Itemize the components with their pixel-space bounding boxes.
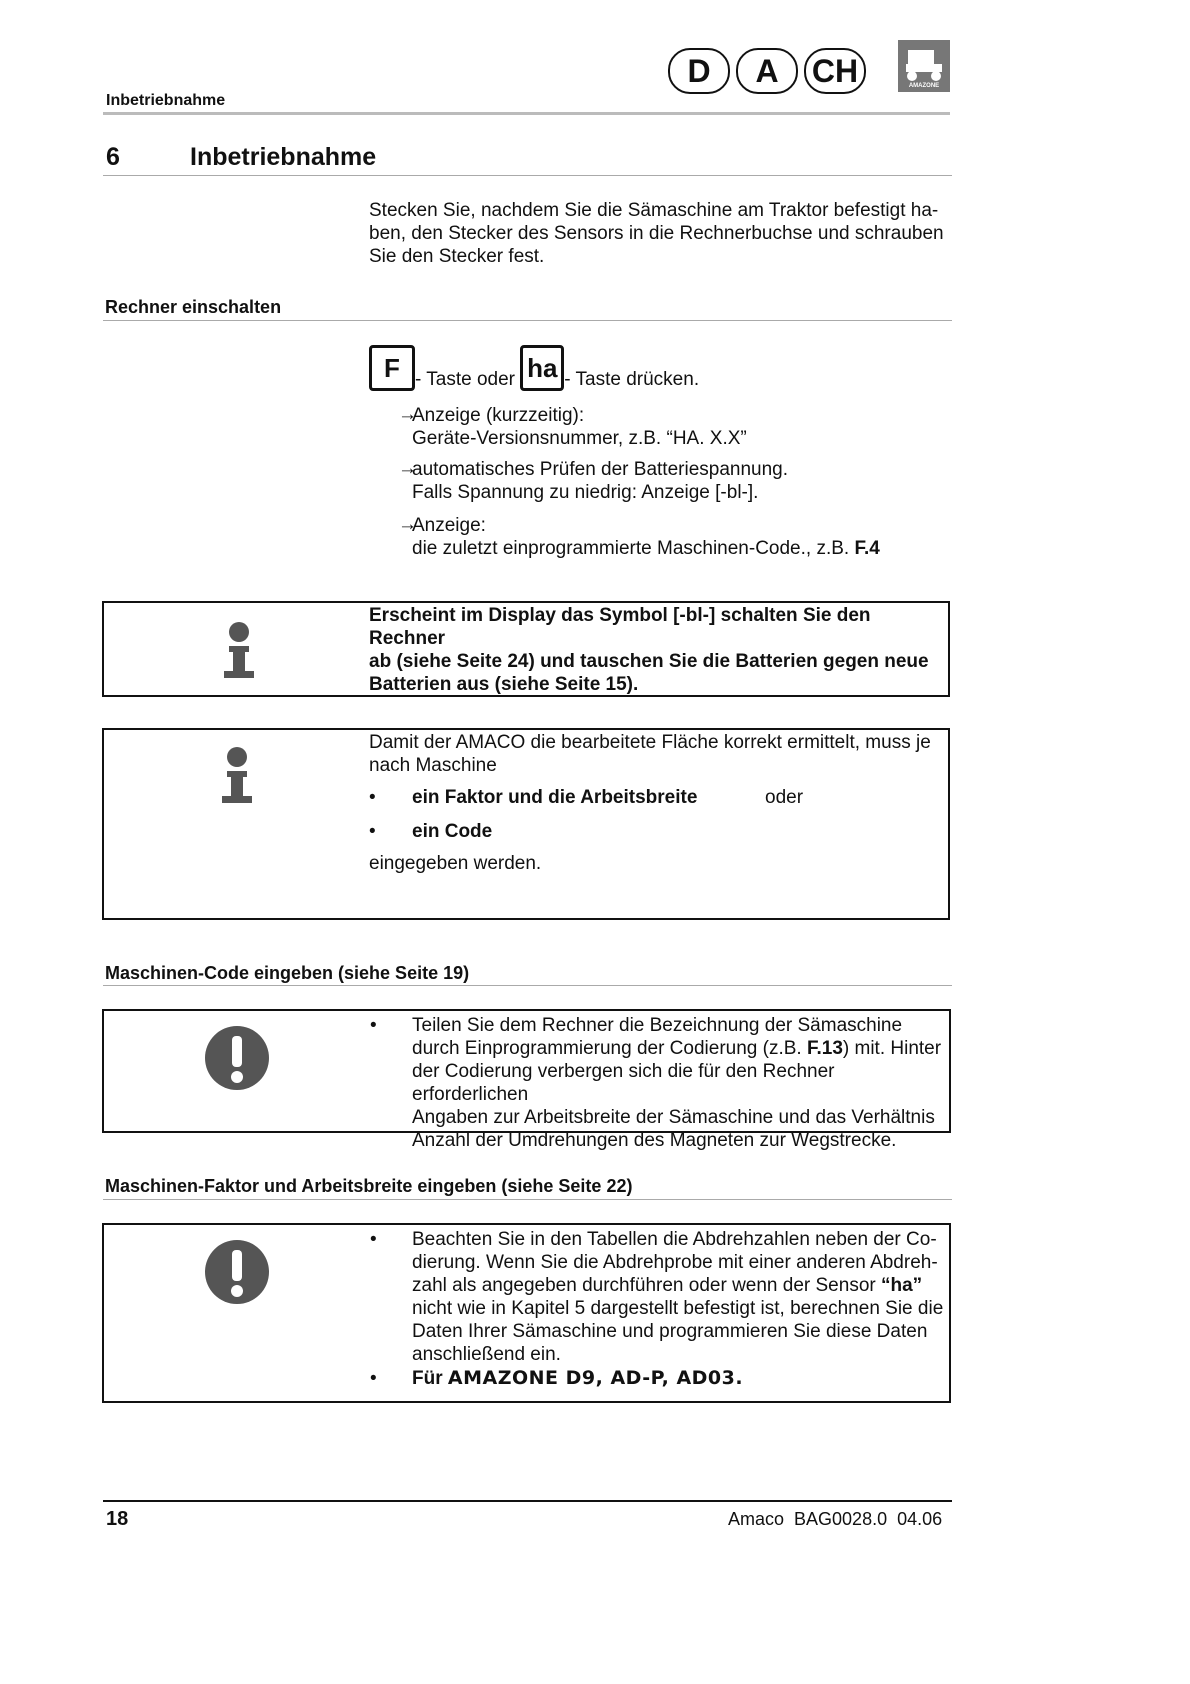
faktor-line: dierung. Wenn Sie die Abdrehprobe mit einer anderen Abdreh-: [412, 1252, 938, 1273]
intro-line: Sie den Stecker fest.: [369, 246, 545, 267]
exclamation-icon: [204, 1239, 270, 1305]
step-line: Geräte-Versionsnummer, z.B. “HA. X.X”: [412, 428, 747, 449]
chapter-title: Inbetriebnahme: [190, 143, 377, 171]
logo-text: AMAZONE: [908, 83, 940, 89]
rechner-heading: Rechner einschalten: [105, 297, 282, 317]
code-heading: Maschinen-Code eingeben (siehe Seite 19): [105, 963, 470, 983]
faktor-text: [412, 1228, 948, 1366]
step-line: Anzeige (kurzzeitig):: [412, 405, 585, 426]
chapter-rule: [103, 175, 952, 176]
intro-line: ben, den Stecker des Sensors in die Rechnerbuchse und schrauben: [369, 223, 944, 244]
info-line: ab (siehe Seite 24) und tauschen Sie die Batterien gegen neue: [369, 651, 929, 672]
arrow-icon: →: [398, 458, 417, 479]
code-line: durch Einprogrammierung der Codierung (z.B.: [412, 1038, 807, 1059]
rechner-rule: [103, 320, 952, 321]
code-line: ) mit. Hinter: [842, 1038, 942, 1059]
faktor-line: nicht wie in Kapitel 5 dargestellt befestigt ist, berechnen Sie die: [412, 1298, 944, 1319]
info-icon: [220, 746, 254, 806]
chapter-number: 6: [106, 143, 120, 171]
ha-key-icon: ha: [520, 345, 564, 391]
code-line: der Codierung verbergen sich die für den Rechner erforderlichen: [412, 1061, 835, 1105]
code-line: Teilen Sie dem Rechner die Bezeichnung der Sämaschine: [412, 1015, 903, 1036]
info-icon: [222, 621, 256, 681]
bullet-code: ein Code: [412, 821, 493, 842]
faktor-line: anschließend ein.: [412, 1344, 561, 1365]
bullet-or: oder: [765, 787, 804, 808]
info-line: Erscheint im Display das Symbol [-bl-] schalten Sie den Rechner: [369, 605, 871, 649]
step-line: Falls Spannung zu niedrig: Anzeige [-bl-].: [412, 482, 759, 503]
code-example: F.13: [806, 1038, 843, 1059]
info-battery-text: [369, 604, 948, 696]
arrow-icon: →: [398, 514, 417, 535]
bullet-icon: •: [370, 1015, 377, 1036]
bullet-icon: •: [370, 1368, 377, 1389]
page-number: 18: [106, 1508, 129, 1530]
country-badge-a: A: [736, 48, 798, 94]
footer-rule: [103, 1500, 952, 1502]
bullet-icon: •: [370, 1229, 377, 1250]
faktor-heading: Maschinen-Faktor und Arbeitsbreite eingeben (siehe Seite 22): [105, 1176, 633, 1196]
faktor-line: Beachten Sie in den Tabellen die Abdrehzahlen neben der Co-: [412, 1229, 937, 1250]
bullet-factor: ein Faktor und die Arbeitsbreite: [412, 787, 698, 808]
info-box-battery: [102, 601, 950, 697]
info-line: nach Maschine: [369, 755, 497, 776]
country-badge-d: D: [668, 48, 730, 94]
step-3: [412, 514, 880, 560]
info-factor-closing: eingegeben werden.: [369, 853, 542, 874]
code-line: Anzahl der Umdrehungen des Magneten zur Wegstrecke.: [412, 1130, 897, 1151]
info-line: Damit der AMACO die bearbeitete Fläche korrekt ermittelt, muss je: [369, 732, 931, 753]
info-box-factor: [102, 728, 950, 920]
code-line: Angaben zur Arbeitsbreite der Sämaschine und das Verhältnis: [412, 1107, 935, 1128]
models-prefix: Für: [412, 1368, 448, 1389]
doc-reference: Amaco BAG0028.0 04.06: [728, 1509, 943, 1529]
step-code: F.4: [854, 538, 880, 559]
step-line: die zuletzt einprogrammierte Maschinen-Code., z.B.: [412, 538, 855, 559]
faktor-rule: [103, 1199, 952, 1200]
arrow-icon: →: [398, 404, 417, 425]
info-line: Batterien aus (siehe Seite 15).: [369, 674, 639, 695]
key-text-1: - Taste oder: [415, 369, 515, 390]
faktor-models: [412, 1367, 743, 1390]
step-line: Anzeige:: [412, 515, 486, 536]
code-rule: [103, 985, 952, 986]
amazone-logo: [898, 40, 950, 92]
warning-box-faktor: [102, 1223, 951, 1403]
step-line: automatisches Prüfen der Batteriespannung.: [412, 459, 789, 480]
info-factor-intro: [369, 731, 931, 777]
models-list: AMAZONE D9, AD-P, AD03.: [447, 1367, 744, 1389]
key-instruction: [369, 345, 699, 391]
faktor-line: Daten Ihrer Sämaschine und programmieren Sie diese Daten: [412, 1321, 928, 1342]
sensor-label: “ha”: [881, 1275, 923, 1296]
country-badge-ch: CH: [804, 48, 866, 94]
key-text-2: - Taste drücken.: [564, 369, 700, 390]
intro-line: Stecken Sie, nachdem Sie die Sämaschine am Traktor befestigt ha-: [369, 200, 939, 221]
header-rule: [103, 112, 950, 115]
step-1: [412, 404, 747, 450]
faktor-line: zahl als angegeben durchführen oder wenn der Sensor: [412, 1275, 881, 1296]
warning-box-code: [102, 1009, 951, 1151]
bullet-icon: •: [369, 787, 376, 808]
header-section-label: Inbetriebnahme: [106, 92, 226, 109]
bullet-icon: •: [369, 821, 376, 842]
exclamation-icon: [204, 1025, 270, 1091]
intro-paragraph: [369, 199, 944, 268]
code-text: [412, 1014, 948, 1152]
step-2: [412, 458, 788, 504]
f-key-icon: F: [369, 345, 415, 391]
